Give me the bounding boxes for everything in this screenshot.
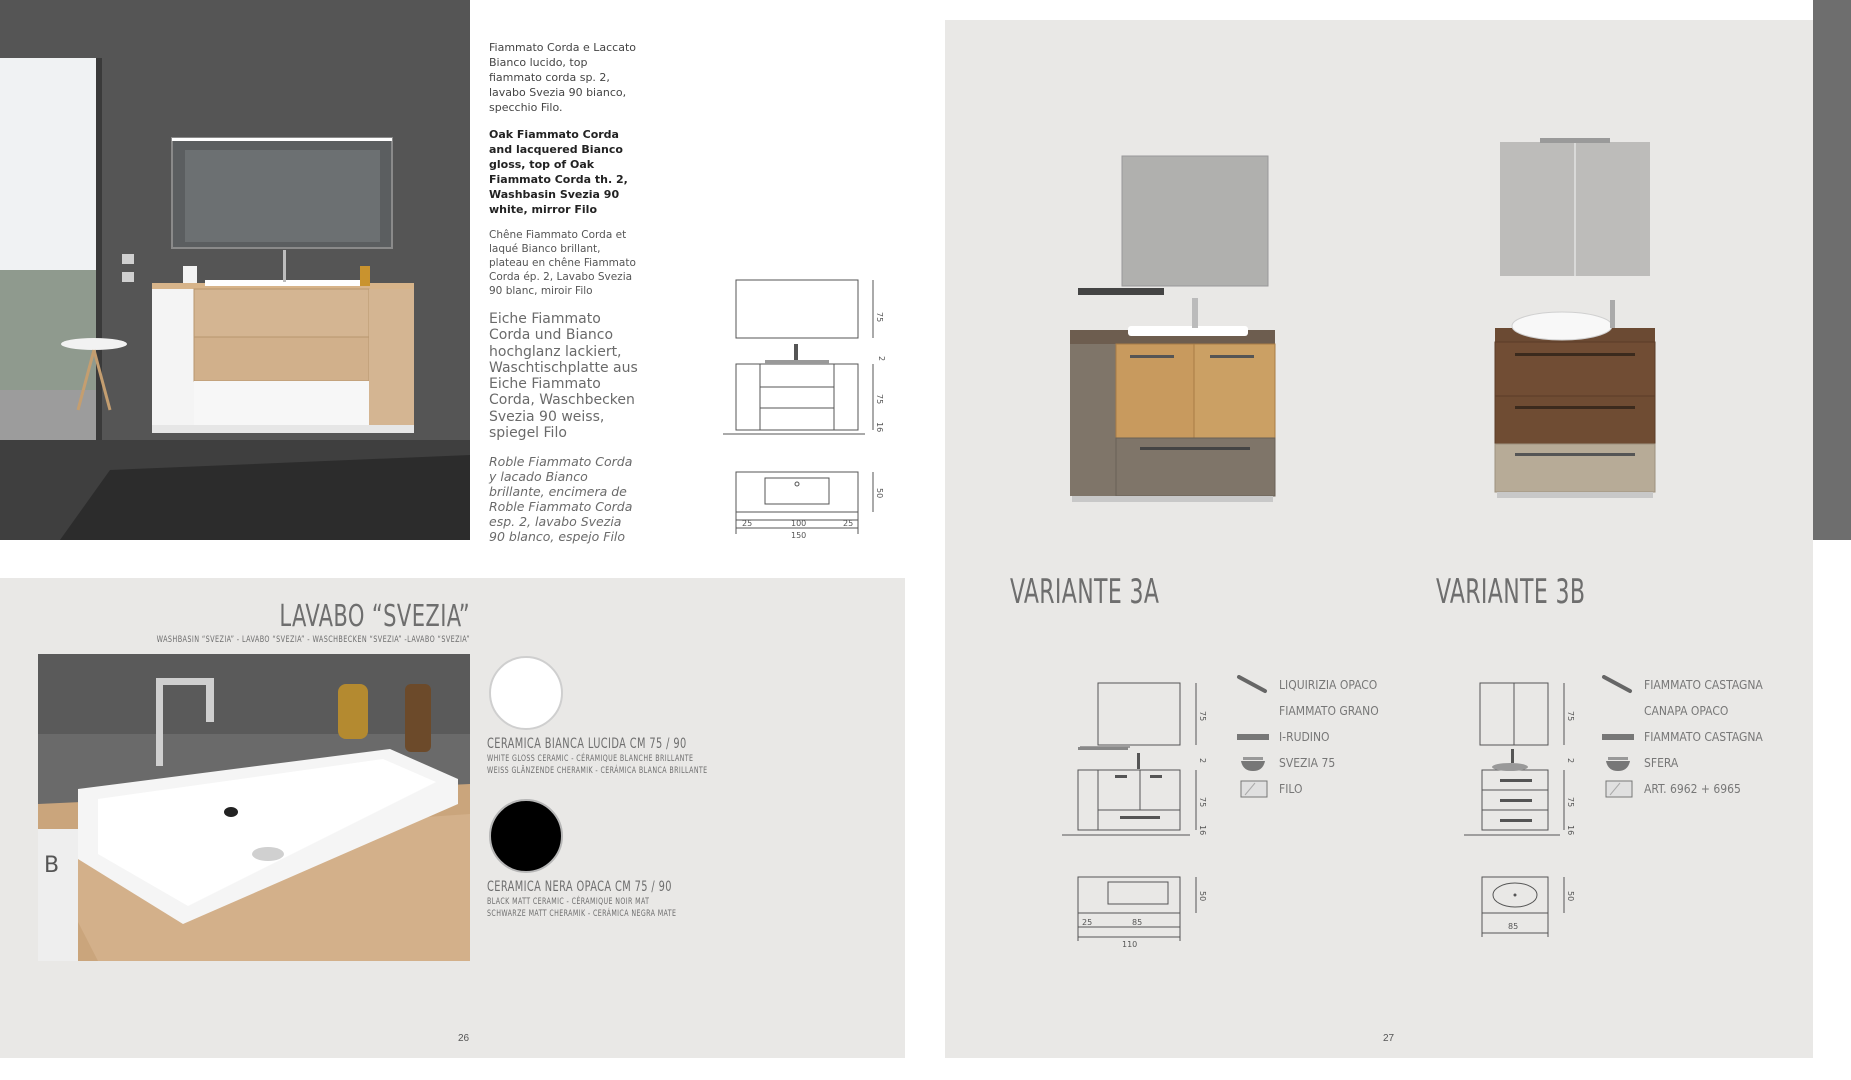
finish-swatch-white	[489, 656, 563, 730]
3a-dim-depth: 50	[1198, 891, 1207, 902]
finish-white-line2: WHITE GLOSS CERAMIC - CÉRAMIQUE BLANCHE BRILLANTE	[487, 754, 694, 764]
variant-3a-drawing	[1060, 675, 1210, 950]
basin-icon	[1600, 753, 1636, 773]
3a-legend-item	[1235, 675, 1377, 695]
3b-dim-cabinet: 75	[1566, 797, 1575, 808]
3a-legend-item	[1235, 727, 1330, 747]
3a-dim-top: 2	[1198, 758, 1207, 764]
dim-mirror-height: 75	[875, 312, 884, 323]
caption-english: Oak Fiammato Corda and lacquered Bianco gloss, top of Oak Fiammato Corda th. 2, Washbasin Svezia 90 white, mirror Filo	[489, 128, 628, 216]
dim-total-width: 150	[791, 531, 807, 540]
variant-3b-drawing	[1460, 675, 1580, 950]
3a-legend-label: FIAMMATO GRANO	[1279, 704, 1379, 718]
3a-legend-item	[1235, 753, 1335, 773]
dim-plinth-height: 16	[875, 422, 884, 433]
caption-spanish: Roble Fiammato Corda y lacado Bianco brillante, encimera de Roble Fiammato Corda esp. 2, lavabo Svezia 90 blanco, espejo Filo	[489, 454, 633, 544]
mirror-icon	[1600, 779, 1636, 799]
3a-legend-item	[1235, 779, 1302, 799]
3b-legend-item	[1600, 701, 1728, 721]
finish-black-name: CERAMICA NERA OPACA CM 75 / 90	[487, 879, 672, 895]
finish-white-name: CERAMICA BIANCA LUCIDA CM 75 / 90	[487, 736, 687, 752]
3b-legend-label: FIAMMATO CASTAGNA	[1644, 730, 1763, 744]
3b-legend-label: CANAPA OPACO	[1644, 704, 1729, 718]
dim-basin-width: 100	[791, 519, 807, 528]
svg-text:B: B	[44, 853, 60, 878]
finish-black-line2: BLACK MATT CERAMIC - CÉRAMIQUE NOIR MAT	[487, 897, 650, 907]
3a-dim-side: 25	[1082, 918, 1093, 927]
caption-french: Chêne Fiammato Corda et laqué Bianco brillant, plateau en chêne Fiammato Corda ép. 2, Lavabo Svezia 90 blanc, miroir Filo	[489, 229, 636, 297]
technical-drawing-main	[715, 272, 890, 542]
finish-white-line3: WEISS GLÄNZENDE CHERAMIK - CERÁMICA BLANCA BRILLANTE	[487, 766, 708, 776]
3b-legend-label: FIAMMATO CASTAGNA	[1644, 678, 1763, 692]
3b-dim-plinth: 16	[1566, 825, 1575, 836]
dim-top-thickness: 2	[877, 356, 886, 362]
3a-dim-cabinet: 75	[1198, 797, 1207, 808]
3a-legend-label: I-RUDINO	[1279, 730, 1330, 744]
handle-icon	[1235, 727, 1271, 747]
3b-legend-label: ART. 6962 + 6965	[1644, 782, 1741, 796]
bathroom-photo	[0, 0, 470, 540]
finish-swatch-black	[489, 799, 563, 873]
lavabo-subtitle: WASHBASIN “SVEZIA” - LAVABO “SVEZIA” - WASCHBECKEN “SVEZIA” -LAVABO “SVEZIA”	[156, 635, 471, 645]
3a-legend-item	[1235, 701, 1379, 721]
page-edge-white	[1813, 540, 1851, 1080]
washbasin-photo	[38, 654, 470, 961]
variant-3b-render	[1490, 138, 1660, 510]
3a-dim-plinth: 16	[1198, 825, 1207, 836]
3a-dim-total: 110	[1122, 940, 1138, 949]
3b-dim-mirror: 75	[1566, 711, 1575, 722]
3b-dim-depth: 50	[1566, 891, 1575, 902]
page-number-right: 27	[1383, 1033, 1395, 1044]
caption-german: Eiche Fiammato Corda und Bianco hochglanz lackiert, Waschtischplatte aus Eiche Fiammato Corda, Waschbecken Svezia 90 weiss, spiegel Filo	[489, 311, 638, 442]
3a-legend-label: SVEZIA 75	[1279, 756, 1336, 770]
basin-icon	[1235, 753, 1271, 773]
finish-black-line3: SCHWARZE MATT CHERAMIK - CERÁMICA NEGRA MATE	[487, 909, 677, 919]
3b-legend-label: SFERA	[1644, 756, 1679, 770]
variant-3b-title: VARIANTE 3B	[1436, 572, 1586, 612]
3a-legend-label: LIQUIRIZIA OPACO	[1279, 678, 1378, 692]
3b-legend-item	[1600, 753, 1678, 773]
3b-legend-item	[1600, 779, 1741, 799]
caption-italian: Fiammato Corda e Laccato Bianco lucido, top fiammato corda sp. 2, lavabo Svezia 90 bianco, specchio Filo.	[489, 41, 637, 114]
3a-legend-label: FILO	[1279, 782, 1303, 796]
3b-dim-total: 85	[1508, 922, 1519, 931]
3a-dim-mirror: 75	[1198, 711, 1207, 722]
3a-dim-basin: 85	[1132, 918, 1143, 927]
dim-side-right: 25	[843, 519, 854, 528]
variant-3a-title: VARIANTE 3A	[1010, 572, 1160, 612]
dim-side-left: 25	[742, 519, 753, 528]
handle-icon	[1600, 727, 1636, 747]
lavabo-title: LAVABO “SVEZIA”	[279, 599, 470, 634]
brush-icon	[1235, 675, 1271, 695]
variant-3a-render	[1070, 150, 1380, 510]
page-edge-bar	[1813, 0, 1851, 540]
mirror-icon	[1235, 779, 1271, 799]
page-number-left: 26	[458, 1033, 470, 1044]
brush-icon	[1600, 675, 1636, 695]
3b-dim-top: 2	[1566, 758, 1575, 764]
3b-legend-item	[1600, 675, 1763, 695]
3b-legend-item	[1600, 727, 1763, 747]
dim-cabinet-height: 75	[875, 394, 884, 405]
dim-depth: 50	[875, 488, 884, 499]
